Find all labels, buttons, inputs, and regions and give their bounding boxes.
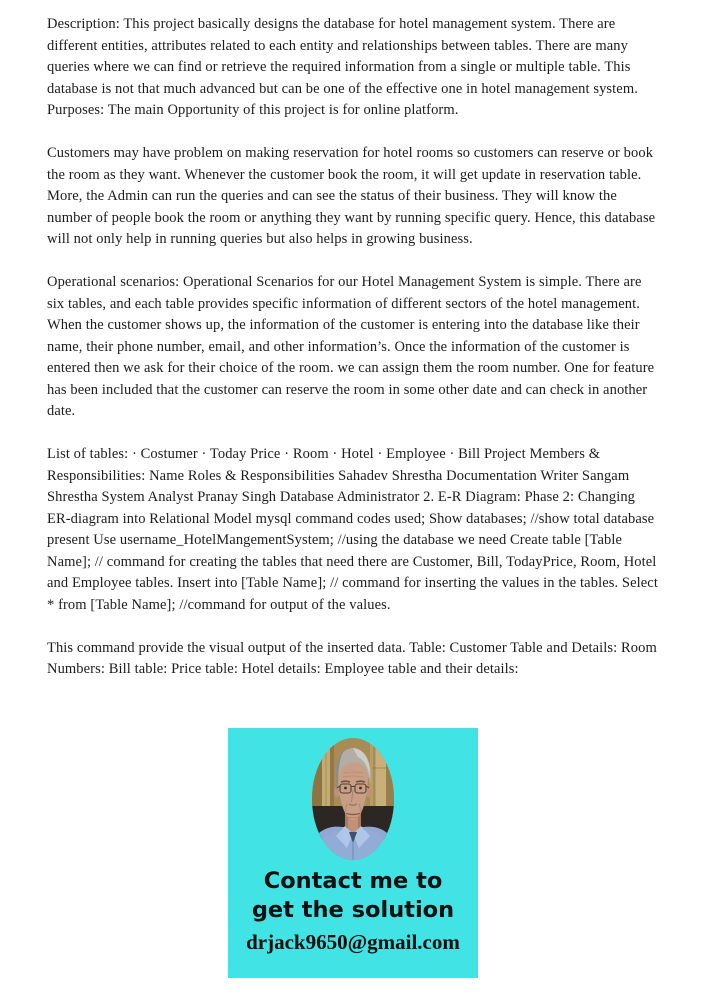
paragraph-description: Description: This project basically designs the database for hotel management system. There are different entities, attributes related to each entity and relationships between tables. There are many queries where we can find or retrieve the required information from a single or multiple table. This database is not that much advanced but can be one of the effective one in hotel management system. Purposes: The main Opportunity of this project is for online platform.	[47, 16, 638, 118]
paragraph-operational-scenarios: Operational scenarios: Operational Scenarios for our Hotel Management System is simple. There are six tables, and each table provides specific information of different sectors of the hotel management. When the customer shows up, the information of the customer is entering into the database like their name, their phone number, email, and other information’s. Once the information of the customer is entered then we ask for their choice of the room. we can assign them the room number. One for feature has been included that the customer can reserve the room in some other date and can check in another date.	[47, 274, 655, 419]
contact-card	[228, 728, 478, 978]
contact-heading-line2: get the solution	[251, 897, 455, 923]
paragraph-command-output: This command provide the visual output of the inserted data. Table: Customer Table and Details: Room Numbers: Bill table: Price table: Hotel details: Employee table and their details:	[47, 639, 657, 677]
paragraph-customers: Customers may have problem on making reservation for hotel rooms so customers can reserve or book the room as they want. Whenever the customer book the room, it will get update in reservation table. More, the Admin can run the queries and can see the status of their business. They will know the number of people book the room or anything they want by running specific query. Hence, this database will not only help in running queries but also helps in growing business.	[47, 145, 656, 247]
contact-heading-line1: Contact me to	[263, 868, 443, 894]
contact-email: drjack9650@gmail.com	[246, 930, 460, 954]
document-body	[47, 14, 660, 702]
paragraph-list-of-tables: List of tables: · Costumer · Today Price · Room · Hotel · Employee · Bill Project Members & Responsibilities: Name Roles & Responsibilities Sahadev Shrestha Documentation Writer Sangam Shrestha System Analyst Pranay Singh Database Administrator 2. E-R Diagram: Phase 2: Changing ER-diagram into Relational Model mysql command codes used; Show databases; //show total database present Use username_HotelMangementSystem; //using the database we need Create table [Table Name]; // command for creating the tables that need there are Customer, Bill, TodayPrice, Room, Hotel and Employee tables. Insert into [Table Name]; // command for inserting the values in the tables. Select * from [Table Name]; //command for output of the values.	[47, 446, 658, 613]
portrait-photo	[312, 738, 394, 860]
portrait-photo-image	[312, 738, 394, 860]
